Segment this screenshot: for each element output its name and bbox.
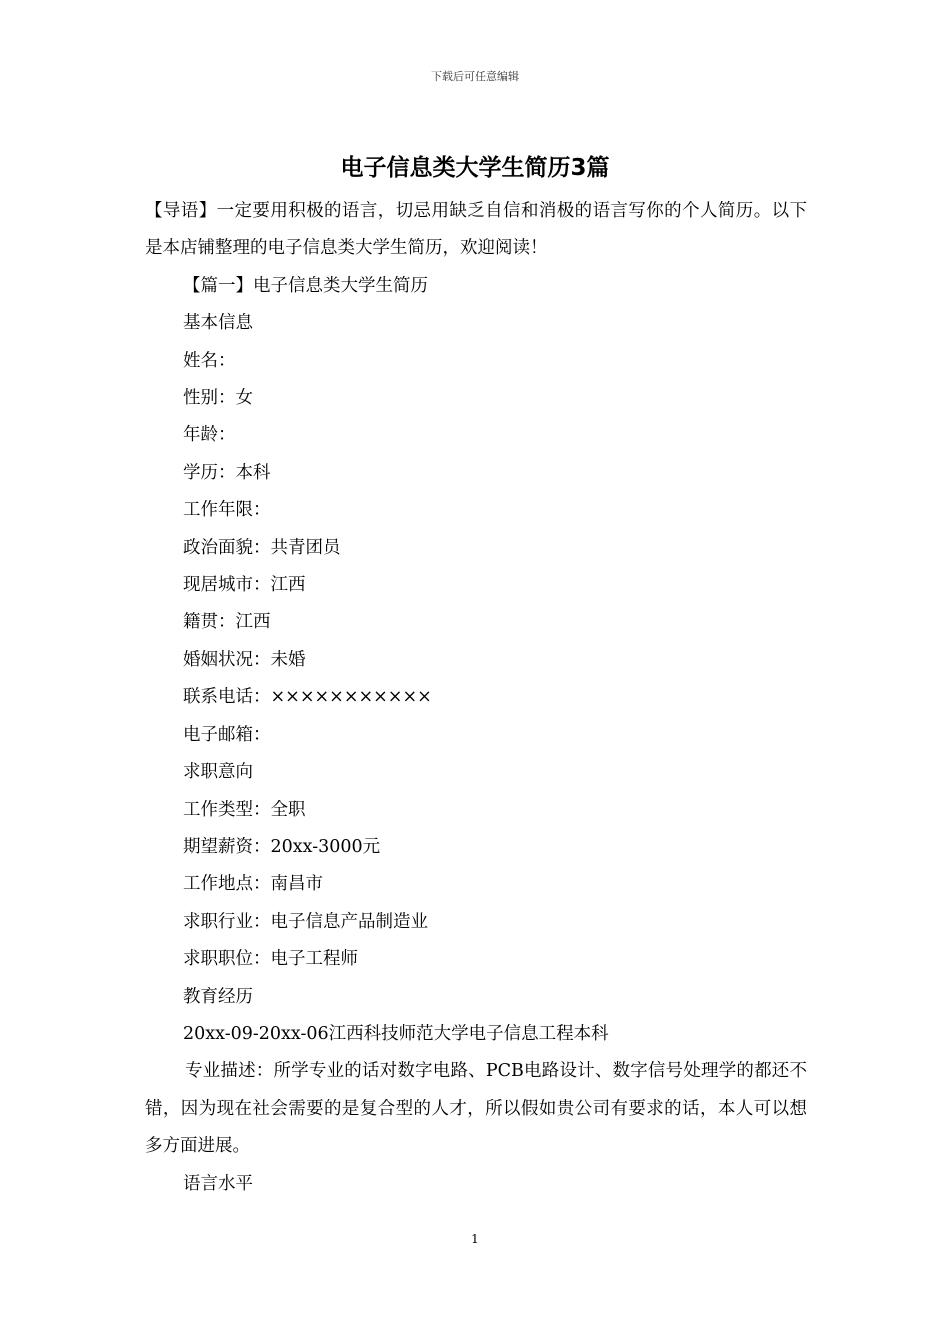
field-industry: 求职行业：电子信息产品制造业 <box>183 911 428 932</box>
section-heading-part-one: 【篇一】电子信息类大学生简历 <box>183 275 428 296</box>
field-political-status: 政治面貌：共青团员 <box>183 537 341 558</box>
field-education: 学历：本科 <box>183 462 271 483</box>
intro-paragraph: 【导语】一定要用积极的语言，切忌用缺乏自信和消极的语言写你的个人简历。以下是本店铺整理的电子信息类大学生简历，欢迎阅读！ <box>145 201 807 259</box>
section-heading-basic-info: 基本信息 <box>183 313 253 334</box>
field-native-place: 籍贯：江西 <box>183 612 271 633</box>
page-number: 1 <box>471 1232 479 1246</box>
section-heading-education: 教育经历 <box>183 986 253 1007</box>
field-age: 年龄： <box>183 425 236 446</box>
field-job-type: 工作类型：全职 <box>183 799 306 820</box>
section-heading-job-intention: 求职意向 <box>183 762 253 783</box>
field-marital-status: 婚姻状况：未婚 <box>183 649 306 670</box>
header-note: 下载后可任意编辑 <box>431 70 519 83</box>
education-entry: 20xx-09-20xx-06江西科技师范大学电子信息工程本科 <box>183 1023 609 1044</box>
field-work-years: 工作年限： <box>183 500 271 521</box>
field-work-location: 工作地点：南昌市 <box>183 874 323 895</box>
field-gender: 性别：女 <box>183 388 253 409</box>
section-heading-language: 语言水平 <box>183 1173 253 1194</box>
field-position: 求职职位：电子工程师 <box>183 949 358 970</box>
field-expected-salary: 期望薪资：20xx-3000元 <box>183 836 381 857</box>
major-description-paragraph: 专业描述：所学专业的话对数字电路、PCB电路设计、数字信号处理学的都还不错，因为现在社会需要的是复合型的人才，所以假如贵公司有要求的话，本人可以想多方面进展。 <box>145 1061 807 1157</box>
document-title: 电子信息类大学生简历3篇 <box>340 155 610 181</box>
document-body <box>145 193 807 1203</box>
field-phone: 联系电话：××××××××××× <box>183 687 432 708</box>
field-email: 电子邮箱： <box>183 724 271 745</box>
field-current-city: 现居城市：江西 <box>183 575 306 596</box>
field-name: 姓名： <box>183 350 236 371</box>
